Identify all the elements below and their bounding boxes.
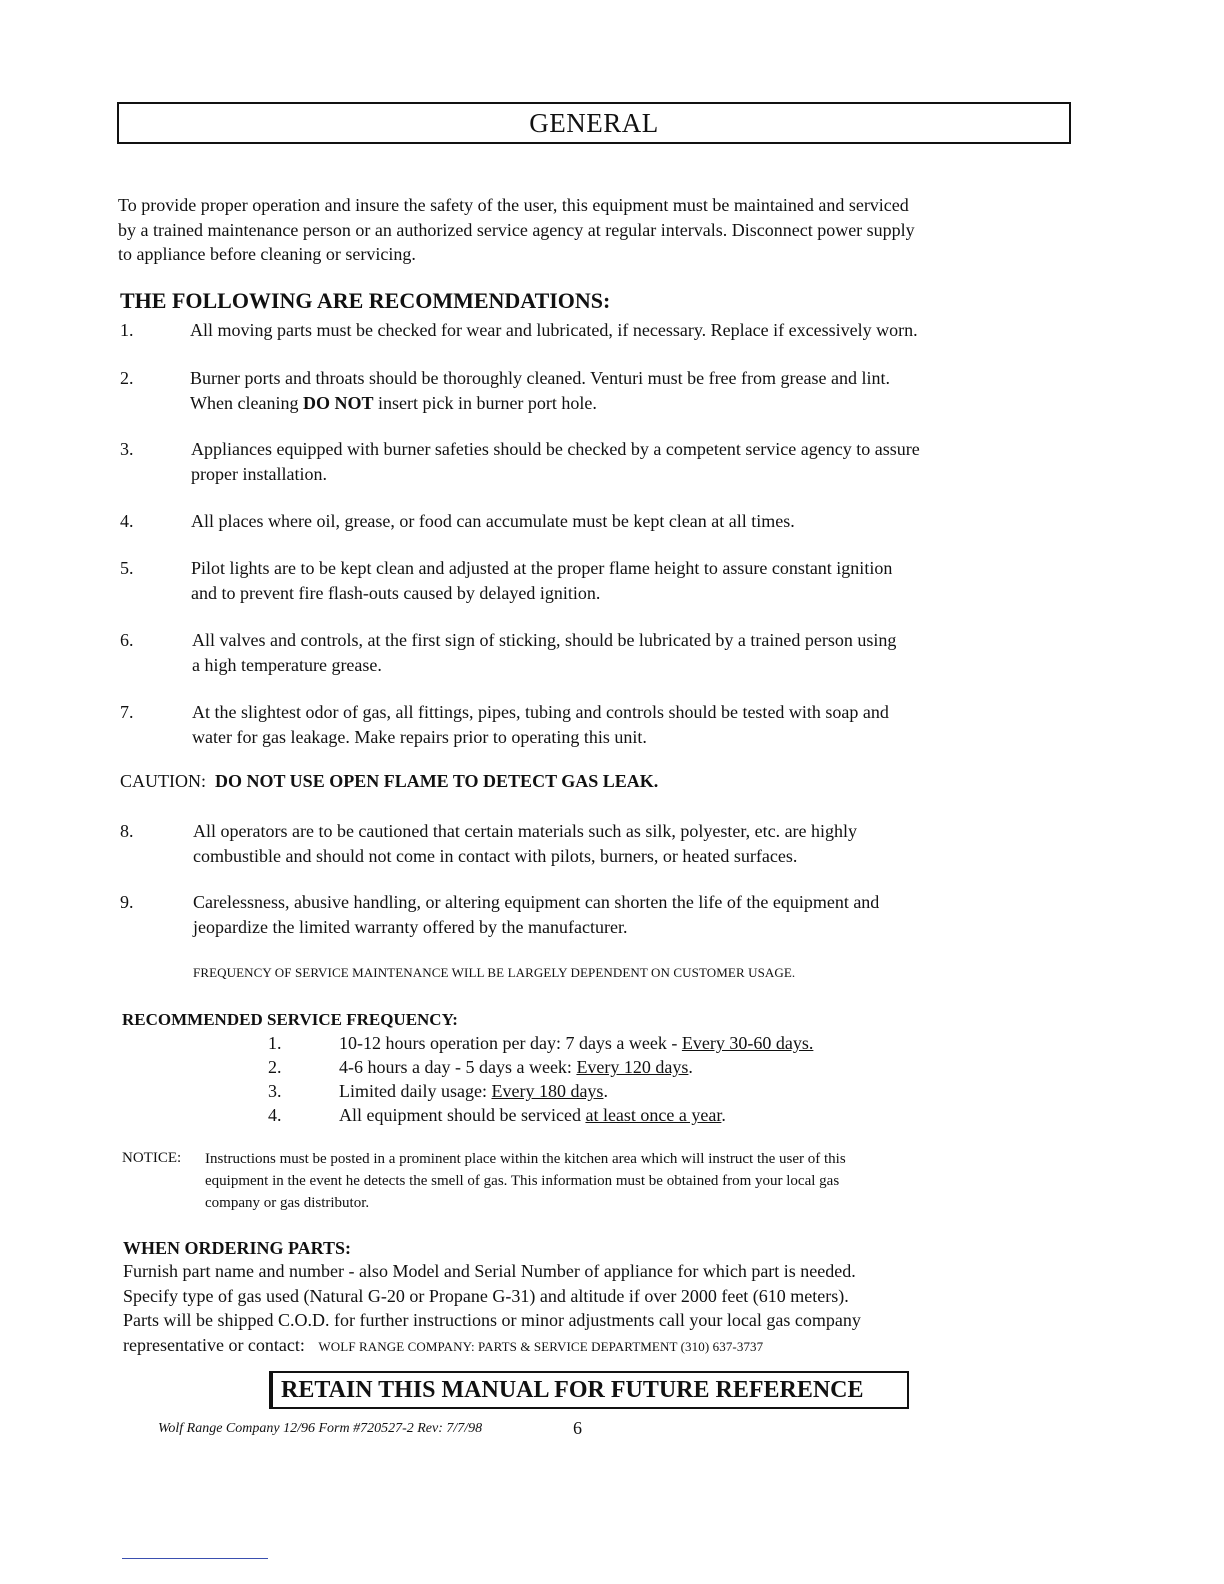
item-line: proper installation. [191, 463, 327, 484]
list-item [191, 556, 1071, 605]
notice-text [205, 1148, 1025, 1214]
item-number: 6. [120, 630, 134, 650]
item-text: insert pick in burner port hole. [373, 392, 597, 413]
notice-line: company or gas distributor. [205, 1195, 370, 1211]
service-text: Limited daily usage: [339, 1081, 492, 1101]
service-interval: Every 120 days [576, 1057, 689, 1077]
intro-line: to appliance before cleaning or servicing. [118, 244, 416, 264]
item-line: All places where oil, grease, or food can accumulate must be kept clean at all times. [191, 511, 795, 531]
item-number: 9. [120, 892, 134, 912]
item-line: All moving parts must be checked for wear and lubricated, if necessary. Replace if excessively worn. [190, 320, 918, 340]
section-title: GENERAL [117, 102, 1071, 144]
item-line: jeopardize the limited warranty offered by the manufacturer. [193, 916, 628, 937]
service-interval: Every 180 days [491, 1081, 604, 1101]
item-line: a high temperature grease. [192, 654, 382, 675]
service-text: . [688, 1057, 693, 1077]
ordering-line: Parts will be shipped C.O.D. for further instructions or minor adjustments call your local gas company [123, 1310, 861, 1330]
item-line [190, 391, 1070, 416]
list-item [190, 318, 1070, 343]
intro-line: To provide proper operation and insure the safety of the user, this equipment must be maintained and serviced [118, 195, 909, 215]
item-line: Appliances equipped with burner safeties should be checked by a competent service agency to assure [191, 439, 920, 459]
service-text: . [603, 1081, 608, 1101]
page-number: 6 [573, 1418, 582, 1438]
service-interval: at least once a year [585, 1105, 722, 1125]
item-line: combustible and should not come in contact with pilots, burners, or heated surfaces. [193, 845, 798, 866]
ordering-line: Furnish part name and number - also Model and Serial Number of appliance for which part is needed. [123, 1261, 856, 1281]
intro-line: by a trained maintenance person or an authorized service agency at regular intervals. Disconnect power supply [118, 219, 915, 240]
service-heading: RECOMMENDED SERVICE FREQUENCY: [122, 1010, 458, 1029]
item-number: 7. [120, 702, 134, 722]
item-number: 5. [120, 558, 134, 578]
notice-line: equipment in the event he detects the smell of gas. This information must be obtained from your local gas [205, 1173, 840, 1189]
item-line: Pilot lights are to be kept clean and adjusted at the proper flame height to assure constant ignition [191, 558, 893, 578]
retain-manual-banner: RETAIN THIS MANUAL FOR FUTURE REFERENCE [269, 1371, 909, 1409]
service-text: 4-6 hours a day - 5 days a week: [339, 1057, 577, 1077]
item-number: 4. [120, 511, 134, 531]
frequency-note: FREQUENCY OF SERVICE MAINTENANCE WILL BE LARGELY DEPENDENT ON CUSTOMER USAGE. [193, 965, 796, 980]
service-interval: Every 30-60 days. [681, 1033, 814, 1053]
service-text: 10-12 hours operation per day: 7 days a week - [339, 1033, 682, 1053]
notice-label: NOTICE: [122, 1150, 182, 1166]
emphasis-text: DO NOT [302, 392, 374, 413]
service-text: . [721, 1105, 726, 1125]
item-line: and to prevent fire flash-outs caused by delayed ignition. [191, 582, 601, 603]
service-item [339, 1055, 693, 1080]
ordering-line [123, 1333, 1023, 1360]
caution-text: DO NOT USE OPEN FLAME TO DETECT GAS LEAK. [215, 771, 659, 791]
list-item [191, 437, 1071, 486]
ordering-text: representative or contact: [123, 1334, 305, 1355]
ordering-heading: WHEN ORDERING PARTS: [123, 1238, 352, 1258]
divider [122, 1558, 268, 1559]
ordering-paragraph [123, 1259, 1023, 1359]
list-item [192, 700, 1072, 749]
service-number: 1. [268, 1033, 282, 1053]
ordering-line: Specify type of gas used (Natural G-20 or Propane G-31) and altitude if over 2000 feet (610 meters). [123, 1285, 849, 1306]
service-item [339, 1079, 608, 1104]
notice-line: Instructions must be posted in a prominent place within the kitchen area which will instruct the user of this [205, 1151, 846, 1167]
intro-paragraph [118, 193, 1078, 267]
item-text: When cleaning [190, 392, 303, 413]
item-line: Burner ports and throats should be thoroughly cleaned. Venturi must be free from grease and lint. [190, 368, 890, 388]
contact-info: WOLF RANGE COMPANY: PARTS & SERVICE DEPARTMENT (310) 637-3737 [318, 1338, 764, 1354]
recommendations-heading: THE FOLLOWING ARE RECOMMENDATIONS: [120, 288, 611, 313]
list-item [193, 890, 1073, 939]
service-item [339, 1031, 813, 1056]
list-item [190, 366, 1070, 415]
list-item [192, 628, 1072, 677]
item-number: 1. [120, 320, 134, 340]
list-item [193, 819, 1073, 868]
item-line: All valves and controls, at the first sign of sticking, should be lubricated by a trained person using [192, 630, 897, 650]
item-line: water for gas leakage. Make repairs prior to operating this unit. [192, 726, 647, 747]
caution-label: CAUTION: [120, 771, 206, 791]
service-item [339, 1103, 726, 1128]
item-number: 3. [120, 439, 134, 459]
item-line: Carelessness, abusive handling, or altering equipment can shorten the life of the equipment and [193, 892, 880, 912]
caution-notice [120, 771, 658, 792]
list-item [191, 509, 1071, 534]
item-line: At the slightest odor of gas, all fittings, pipes, tubing and controls should be tested with soap and [192, 702, 889, 722]
service-number: 2. [268, 1057, 282, 1077]
service-text: All equipment should be serviced [339, 1105, 586, 1125]
footer-form-info: Wolf Range Company 12/96 Form #720527-2 Rev: 7/7/98 [158, 1421, 483, 1436]
service-number: 4. [268, 1105, 282, 1125]
item-number: 2. [120, 368, 134, 388]
item-line: All operators are to be cautioned that certain materials such as silk, polyester, etc. are highly [193, 821, 858, 841]
item-number: 8. [120, 821, 134, 841]
service-number: 3. [268, 1081, 282, 1101]
